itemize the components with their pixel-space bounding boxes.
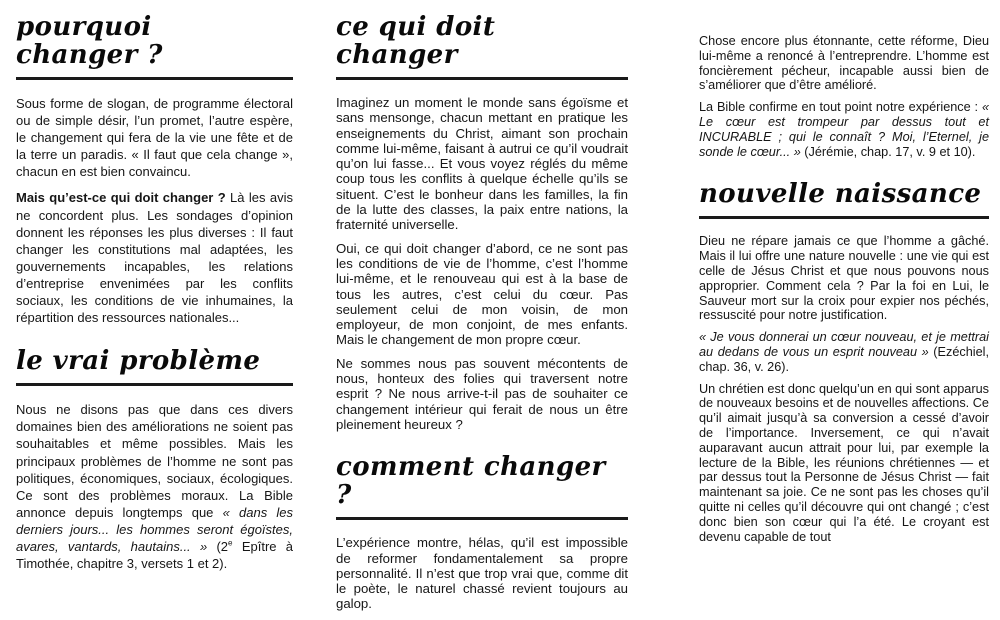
column-right <box>699 13 989 551</box>
paragraph <box>699 34 989 93</box>
text-run: (Jérémie, chap. 17, v. 9 et 10). <box>800 144 976 159</box>
section-heading <box>336 453 628 520</box>
paragraph <box>699 234 989 323</box>
section-heading-line: changer <box>336 40 458 70</box>
text-run-bold: Mais qu’est-ce qui doit changer ? <box>16 190 231 206</box>
text-run: Imaginez un moment le monde sans égoïsme et sans mensonge, chacun mettant en pratique les enseignements du Christ, aimant son prochain comme lui-même, faisant à autrui ce qu’il voudrait qu’on lui fasse... Et vous voyez réglés du même coup tous les conflits à quelque échelle qu’ils se situent. C’est le bonheur dans les familles, la fin de la lutte des classes, la paix entre nations, la fraternité universelle. <box>336 95 628 233</box>
section-heading <box>699 180 989 219</box>
paragraph <box>336 241 628 348</box>
text-run: Oui, ce qui doit changer d’abord, ce ne sont pas les conditions de vie de l’homme, c’est l’homme lui-même, et le renouveau qui est à la base de tous les autres, c’est celui du cœur. Pas seulement celui de mon voisin, de mon employeur, de mon conjoint, de mes enfants. Mais le changement de mon propre cœur. <box>336 240 628 348</box>
paragraph <box>16 401 293 572</box>
text-run-sup: e <box>228 538 233 548</box>
text-run: Un chrétien est donc quelqu’un en qui sont apparus de nouveaux besoins et de nouvelles affections. Ce qu’il aimait jusqu’à sa conversion a cessé d’avoir de l’importance. Inversement, ce qui n’avait auparavant aucun attrait pour lui, par exemple la lecture de la Bible, les réunions chrétiennes — et par dessus tout la Personne de Jésus Christ — fait maintenant sa joie. Ce ne sont pas les choses qu’il quitte ni celles qu’il découvre qui ont changé ; c’est donc bien son cœur qui l’a été. Le croyant est devenu capable de tout <box>699 381 989 544</box>
section-heading <box>16 347 293 386</box>
text-run: Epître à Timothée, chapitre 3, versets 1 et 2). <box>16 538 294 572</box>
text-run: Là les avis ne concordent plus. Les sondages d’opinion donnent les réponses les plus diverses : Il faut changer les constitutions mal adaptées, les gouvernements incapables, les relations d’entreprise envenimées par les conflits sociaux, les conditions de vie inhumaines, la répartition des ressources nationales... <box>16 190 293 326</box>
text-run: Sous forme de slogan, de programme électoral ou de simple désir, l’un promet, l’autre espère, le changement qui fera de la vie une fête et de la terre un paradis. « Il faut que cela change », chacun en est bien convaincu. <box>16 96 293 180</box>
section-heading-line: pourquoi <box>16 12 152 42</box>
text-run: L’expérience montre, hélas, qu’il est impossible de reformer fondamentalement sa propre personnalité. Il n’est que trop vrai que, comme dit le poète, le naturel chassé revient toujours au galop. <box>336 535 628 612</box>
paragraph <box>699 382 989 545</box>
paragraph <box>336 95 628 233</box>
text-run: (2 <box>207 538 229 554</box>
section-heading-line: changer ? <box>16 40 163 70</box>
text-run-italic: « dans les derniers jours... les hommes seront égoïstes, avares, vantards, hautains... » <box>16 504 293 554</box>
paragraph <box>16 95 293 180</box>
paragraph <box>336 535 628 611</box>
paragraph <box>699 330 989 374</box>
text-run: Ne sommes nous pas souvent mécontents de nous, honteux des folies qui traversent notre esprit ? Ne nous arrive-t-il pas de souhaiter ce changement intérieur qui ferait de nous un être pleinement heureux ? <box>336 355 628 432</box>
section-heading <box>336 13 628 80</box>
text-run: Chose encore plus étonnante, cette réforme, Dieu lui-même a renoncé à l’entreprendre. L’homme est foncièrement pécheur, incapable aussi bien de s’améliorer que d’être amélioré. <box>699 34 989 93</box>
text-run: La Bible confirme en tout point notre expérience : <box>699 100 982 115</box>
paragraph <box>16 189 293 326</box>
column-left <box>16 13 293 581</box>
section-heading-line: comment changer ? <box>336 452 606 511</box>
column-middle <box>336 13 628 620</box>
text-run: (Ezéchiel, chap. 36, v. 26). <box>699 344 990 374</box>
paragraph <box>699 100 989 159</box>
section-heading <box>16 13 293 80</box>
text-run: Dieu ne répare jamais ce que l’homme a gâché. Mais il lui offre une nature nouvelle : une vie qui est celle de Jésus Christ et que nous pouvons nous approprier. Comment cela ? Par la foi en Lui, le Sauveur mort sur la croix pour expier nos péchés, ressuscité pour notre justification. <box>699 234 989 323</box>
text-run-italic: « Je vous donnerai un cœur nouveau, et je mettrai au dedans de vous un esprit nouveau » <box>699 330 989 359</box>
text-run: Nous ne disons pas que dans ces divers domaines bien des améliorations ne soient pas souhaitables et même possibles. Mais les principaux problèmes de l’homme ne sont pas politiques, économiques, sociaux, écologiques. Ce sont des problèmes moraux. La Bible annonce depuis longtemps que <box>16 402 293 520</box>
section-heading-line: nouvelle naissance <box>699 179 982 210</box>
paragraph <box>336 356 628 432</box>
section-heading-line: ce qui doit <box>336 12 496 42</box>
text-run-italic: « Le cœur est trompeur par dessus tout et INCURABLE ; qui le connaît ? Moi, l’Eternel, je sonde le cœur... » <box>699 100 989 159</box>
section-heading-line: le vrai problème <box>16 346 261 377</box>
